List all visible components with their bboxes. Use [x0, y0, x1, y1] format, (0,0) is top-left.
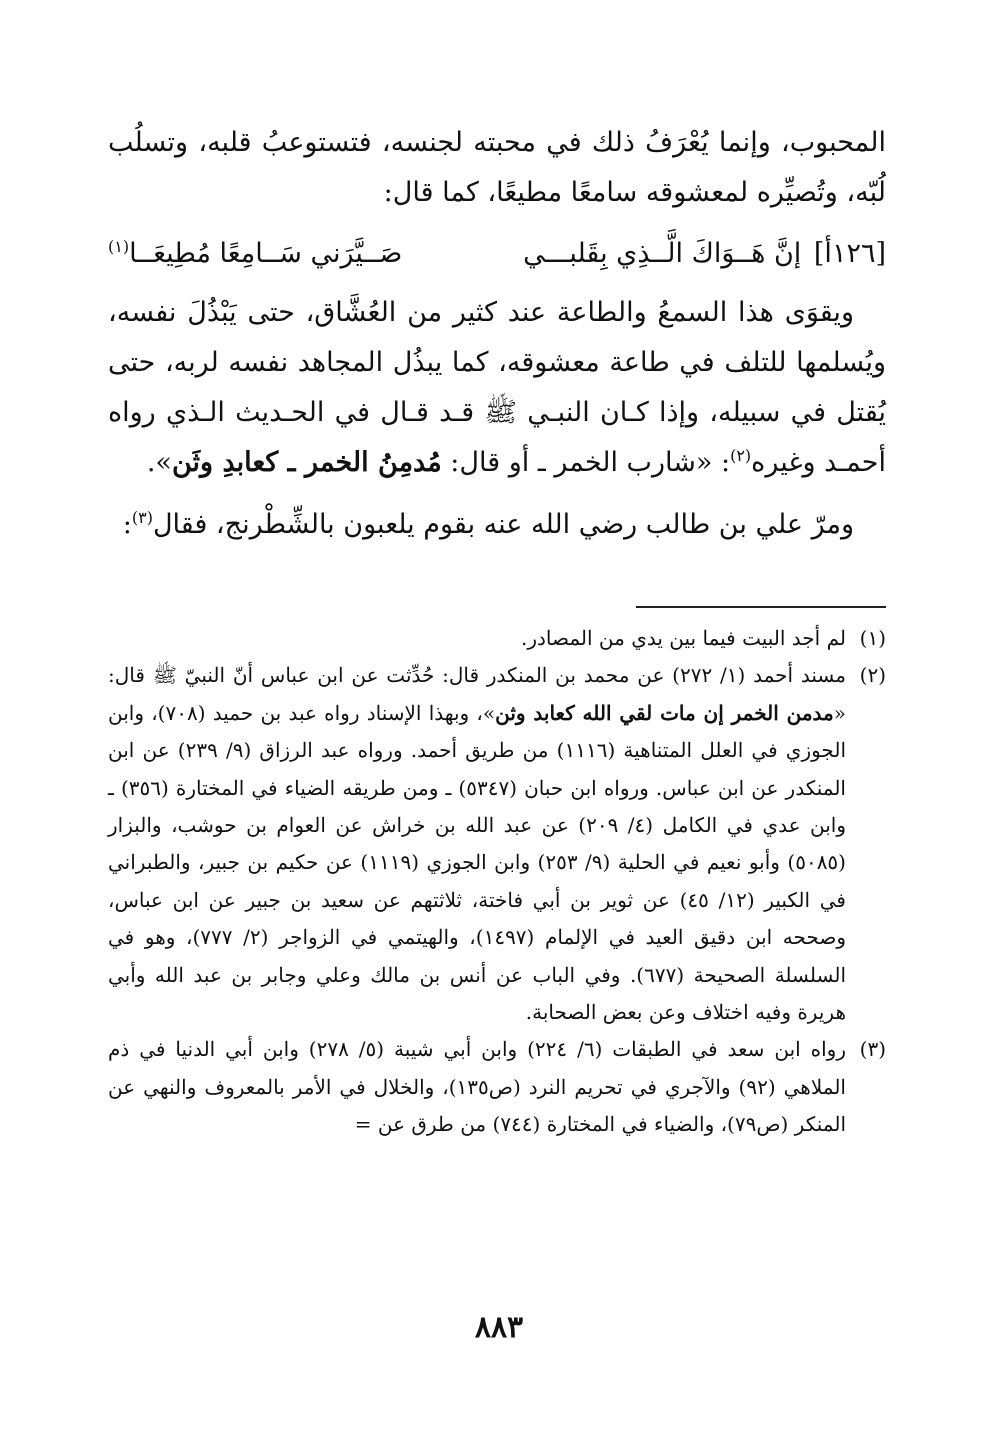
footnote-1 [108, 620, 886, 657]
footnote-text: رواه ابن سعد في الطبقات (٦/ ٢٢٤) وابن أبي شيبة (٥/ ٢٧٨) وابن أبي الدنيا في ذم الملاهي (٩٢) والآجري في تحريم النرد (ص١٣٥)، والخلال في الأمر بالمعروف والنهي عن المنكر (ص٧٩)، والضياء في المختارة (٧٤٤) من طرق عن = [108, 1037, 846, 1137]
footnote-text: لم أجد البيت فيما بين يدي من المصادر. [521, 626, 846, 650]
footnotes [108, 620, 886, 1144]
footnote-text [108, 657, 846, 1031]
paragraph-3 [108, 500, 886, 550]
footnote-number: (٢) [859, 663, 886, 688]
footnote-separator [636, 606, 886, 608]
paragraph-2 [108, 288, 886, 488]
page-number: ٨٨٣ [474, 1310, 524, 1345]
quote-hadith: مُدمِنُ الخمر ـ كعابدِ وثَن [171, 447, 442, 478]
poem-second-hemistich [108, 232, 402, 276]
manuscript-ref: [١٢٦أ] [813, 238, 886, 269]
hemistich-2: صَــيَّرَني سَــامِعًا مُطِيعَــا [129, 238, 403, 269]
hemistich-1: إنَّ هَــوَاكَ الَّــذِي بِقَلبـــي [523, 238, 802, 269]
footnote-3 [108, 1031, 886, 1143]
paragraph-2-text: ويقوَى هذا السمعُ والطاعة عند كثير من العُشَّاق، حتى يَبْذُلَ نفسه، ويُسلمها للتلف في طاعة معشوقه، كما يبذُل المجاهد نفسه لربه، حتى يُقتل في سبيله، وإذا كـان النبـي ﷺ قـد قـال في الحـديث الـذي رواه أحمـد وغيره [108, 297, 886, 478]
quote-prefix: : «شارب الخمر ـ أو قال: [441, 447, 731, 478]
paragraph-1-text: المحبوب، وإنما يُعْرَفُ ذلك في محبته لجنسه، فتستوعبُ قلبه، وتسلُب لُبّه، وتُصيِّره لمعشوقه سامعًا مطيعًا، كما قال: [108, 127, 886, 208]
footnote-ref-3: (٣) [131, 508, 153, 527]
footnote-ref-1: (١) [108, 237, 130, 256]
paragraph-3-end: : [122, 509, 132, 540]
footnote-number: (١) [859, 626, 886, 650]
quote-end: ». [146, 447, 172, 478]
paragraph-3-text: ومرّ علي بن طالب رضي الله عنه بقوم يلعبون بالشِّطْرنج، فقال [152, 509, 854, 540]
footnote-2-hadith: مدمن الخمر إن مات لقي الله كعابد وثن [495, 700, 834, 725]
footnote-2-post: »، وبهذا الإسناد رواه عبد بن حميد (٧٠٨)، وابن الجوزي في العلل المتناهية (١١١٦) من طريق أحمد. ورواه عبد الرزاق (٩/ ٢٣٩) عن ابن المنكدر عن ابن عباس. ورواه ابن حبان (٥٣٤٧) ـ ومن طريقه الضياء في المختارة (٣٥٦) ـ وابن عدي في الكامل (٤/ ٢٠٩) عن عبد الله بن خراش عن العوام بن حوشب، والبزار (٥٠٨٥) وأبو نعيم في الحلية (٩/ ٢٥٣) وابن الجوزي (١١١٩) عن حكيم بن جبير، والطبراني في الكبير (١٢/ ٤٥) عن ثوير بن أبي فاختة، ثلاثتهم عن سعيد بن جبير عن ابن عباس، وصححه ابن دقيق العيد في الإلمام (١٤٩٧)، والهيتمي في الزواجر (٢/ ٧٧٧)، وهو في السلسلة الصحيحة (٦٧٧). وفي الباب عن أنس بن مالك وعلي وجابر بن عبد الله وأبي هريرة وفيه اختلاف وعن بعض الصحابة. [108, 700, 847, 1025]
footnote-2 [108, 657, 886, 1031]
main-text [108, 118, 886, 550]
footnote-number: (٣) [859, 1037, 886, 1062]
poem-first-hemistich [523, 232, 886, 276]
poem-verse [108, 232, 886, 276]
footnote-ref-2: (٢) [730, 446, 752, 465]
paragraph-1 [108, 118, 886, 218]
footnote-2-pre: مسند أحمد (١/ ٢٧٢) عن محمد بن المنكدر قال: حُدِّثت عن ابن عباس أنّ النبيّ ﷺ قال: « [108, 663, 847, 725]
